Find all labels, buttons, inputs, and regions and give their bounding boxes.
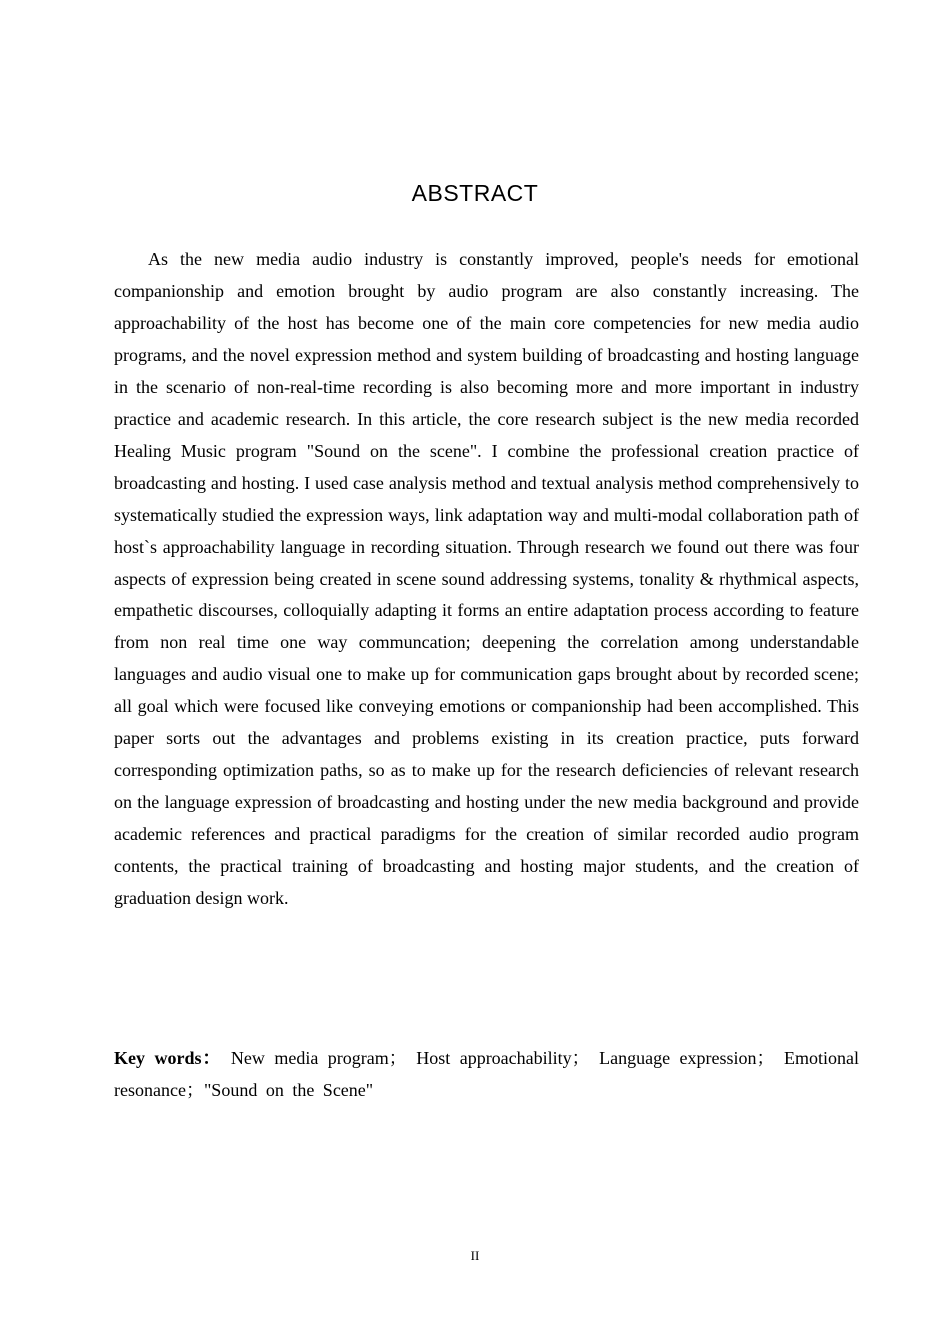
keywords-label: Key words： xyxy=(114,1048,222,1068)
page-number: II xyxy=(470,1248,480,1263)
abstract-body: As the new media audio industry is constantly improved, people's needs for emotional companionship and emotion brought by audio program are also constantly increasing. The approachability of the host has become one of the main core competencies for new media audio programs, and the novel expression method and system building of broadcasting and hosting language in the scenario of non-real-time recording is also becoming more and more important in industry practice and academic research. In this article, the core research subject is the new media recorded Healing Music program "Sound on the scene". I combine the professional creation practice of broadcasting and hosting. I used case analysis method and textual analysis method comprehensively to systematically studied the expression ways, link adaptation way and multi-modal collaboration path of host`s approachability language in recording situation. Through research we found out there was four aspects of expression being created in scene sound addressing systems, tonality & rhythmical aspects, empathetic discourses, colloquially adapting it forms an entire adaptation process according to feature from non real time one way communcation; deepening the correlation among understandable languages and audio visual one to make up for communication gaps brought about by recorded scene; all goal which were focused like conveying emotions or companionship had been accomplished. This paper sorts out the advantages and problems existing in its creation practice, puts forward corresponding optimization paths, so as to make up for the research deficiencies of relevant research on the language expression of broadcasting and hosting under the new media background and provide academic references and practical paradigms for the creation of similar recorded audio program contents, the practical training of broadcasting and hosting major students, and the creation of graduation design work. xyxy=(114,249,859,909)
keywords-paragraph xyxy=(114,1042,859,1106)
abstract-title: ABSTRACT xyxy=(411,180,539,206)
keywords-text: New media program； Host approachability； Language expression； Emotional resonance；"Sound on the Scene" xyxy=(114,1048,859,1100)
